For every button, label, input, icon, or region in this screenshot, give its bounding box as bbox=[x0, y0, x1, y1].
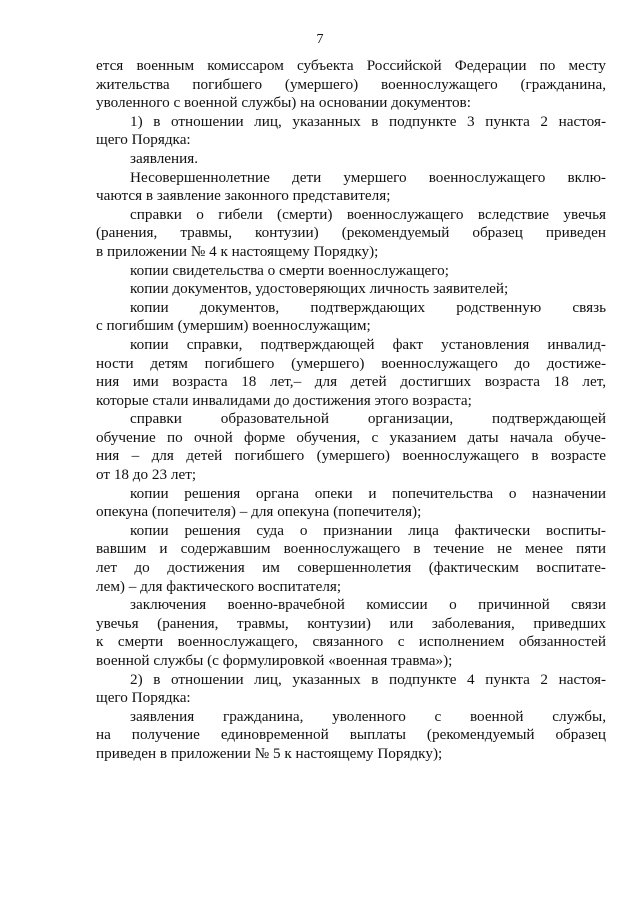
page-number: 7 bbox=[316, 32, 324, 47]
text-line: щего Порядка: bbox=[96, 131, 191, 149]
body-text bbox=[96, 57, 606, 764]
text-line: заявления гражданина, уволенного с военной службы, bbox=[130, 707, 606, 725]
text-line: копии свидетельства о смерти военнослужащего; bbox=[130, 261, 449, 279]
text-line: от 18 до 23 лет; bbox=[96, 466, 197, 484]
text-line: щего Порядка: bbox=[96, 689, 191, 707]
text-line: в приложении № 4 к настоящему Порядку); bbox=[96, 242, 379, 260]
text-line: чаются в заявление законного представителя; bbox=[96, 187, 391, 205]
text-line: 1) в отношении лиц, указанных в подпункте 3 пункта 2 настоя- bbox=[130, 112, 606, 130]
text-line: заключения военно-врачебной комиссии о причинной связи bbox=[130, 596, 606, 614]
text-line: (ранения, травмы, контузии) (рекомендуемый образец приведен bbox=[96, 224, 606, 242]
text-line: заявления. bbox=[130, 149, 199, 167]
text-line: с погибшим (умершим) военнослужащим; bbox=[96, 317, 371, 335]
text-line: копии документов, удостоверяющих личность заявителей; bbox=[130, 280, 509, 298]
text-line: 2) в отношении лиц, указанных в подпункте 4 пункта 2 настоя- bbox=[130, 670, 606, 688]
text-line: военной службы (с формулировкой «военная травма»); bbox=[96, 652, 453, 669]
text-line: ется военным комиссаром субъекта Российской Федерации по месту bbox=[96, 57, 606, 74]
text-line: которые стали инвалидами до достижения этого возраста; bbox=[96, 391, 472, 409]
text-line: вавшим и содержавшим военнослужащего в течение не менее пяти bbox=[96, 540, 606, 558]
text-line: жительства погибшего (умершего) военнослужащего (гражданина, bbox=[96, 75, 606, 93]
text-line: справки образовательной организации, подтверждающей bbox=[130, 410, 606, 428]
text-line: справки о гибели (смерти) военнослужащего вследствие увечья bbox=[130, 205, 606, 223]
text-line: лем) – для фактического воспитателя; bbox=[96, 577, 342, 595]
text-line: копии документов, подтверждающих родственную связь bbox=[130, 298, 606, 316]
text-line: копии справки, подтверждающей факт установления инвалид- bbox=[130, 335, 606, 353]
text-line: опекуна (попечителя) – для опекуна (попечителя); bbox=[96, 503, 422, 521]
text-line: уволенного с военной службы) на основании документов: bbox=[96, 94, 471, 112]
text-line: на получение единовременной выплаты (рекомендуемый образец bbox=[96, 726, 606, 744]
text-line: копии решения органа опеки и попечительства о назначении bbox=[130, 484, 606, 502]
text-line: лет до достижения им совершеннолетия (фактическим воспитате- bbox=[96, 559, 606, 577]
text-line: увечья (ранения, травмы, контузии) или заболевания, приведших bbox=[96, 614, 606, 632]
text-line: Несовершеннолетние дети умершего военнослужащего вклю- bbox=[130, 168, 606, 186]
text-line: к смерти военнослужащего, связанного с исполнением обязанностей bbox=[96, 633, 606, 651]
text-line: приведен в приложении № 5 к настоящему Порядку); bbox=[96, 744, 443, 762]
text-line: ности детям погибшего (умершего) военнослужащего до достиже- bbox=[96, 354, 606, 372]
text-line: копии решения суда о признании лица фактически воспиты- bbox=[130, 521, 606, 539]
text-line: обучение по очной форме обучения, с указанием даты начала обуче- bbox=[96, 428, 606, 446]
text-line: ния ими возраста 18 лет,– для детей достигших возраста 18 лет, bbox=[96, 373, 606, 391]
text-line: ния – для детей погибшего (умершего) военнослужащего в возрасте bbox=[96, 447, 606, 465]
